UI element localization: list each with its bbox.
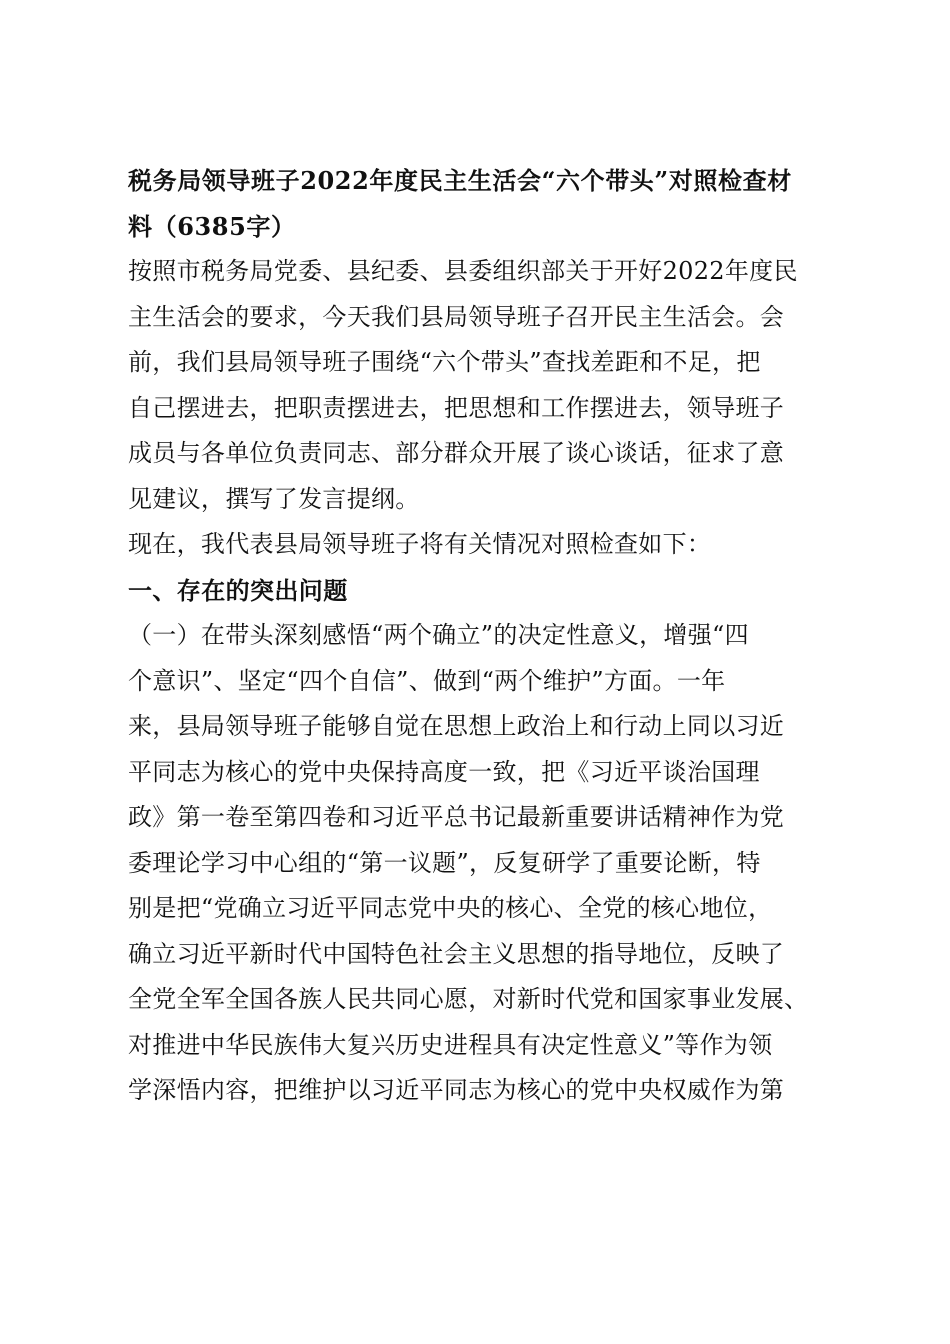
paragraph-line: 现在，我代表县局领导班子将有关情况对照检查如下： bbox=[128, 530, 712, 558]
paragraph-line: 别是把“党确立习近平同志党中央的核心、全党的核心地位， bbox=[128, 894, 773, 922]
section-heading bbox=[128, 568, 828, 614]
paragraph-line: 政》第一卷至第四卷和习近平总书记最新重要讲话精神作为党 bbox=[128, 803, 785, 831]
paragraph-line: 平同志为核心的党中央保持高度一致，把《习近平谈治国理 bbox=[128, 757, 760, 786]
title-line: 税务局领导班子2022年度民主生活会“六个带头”对照检查材 bbox=[128, 166, 792, 195]
document-body bbox=[128, 158, 828, 1114]
paragraph-line: 全党全军全国各族人民共同心愿，对新时代党和国家事业发展、 bbox=[128, 985, 809, 1013]
paragraph-line: 委理论学习中心组的“第一议题”，反复研学了重要论断，特 bbox=[128, 848, 761, 877]
paragraph-line: 来，县局领导班子能够自觉在思想上政治上和行动上同以习近 bbox=[128, 712, 785, 740]
paragraph-line: 学深悟内容，把维护以习近平同志为核心的党中央权威作为第 bbox=[128, 1076, 785, 1104]
paragraph-line: 见建议，撰写了发言提纲。 bbox=[128, 484, 420, 513]
paragraph-line: 按照市税务局党委、县纪委、县委组织部关于开好2022年度民 bbox=[128, 257, 798, 285]
lead-paragraph bbox=[128, 522, 828, 568]
paragraph-line: 对推进中华民族伟大复兴历史进程具有决定性意义”等作为领 bbox=[128, 1030, 773, 1059]
paragraph-line: 确立习近平新时代中国特色社会主义思想的指导地位，反映了 bbox=[128, 939, 785, 968]
paragraph-line: 自己摆进去，把职责摆进去，把思想和工作摆进去，领导班子 bbox=[128, 393, 785, 422]
heading-line: 一、存在的突出问题 bbox=[128, 575, 348, 605]
section-paragraph bbox=[128, 613, 828, 1114]
paragraph-line: 前，我们县局领导班子围绕“六个带头”查找差距和不足，把 bbox=[128, 348, 761, 376]
title-line: 料（6385字） bbox=[128, 211, 296, 241]
paragraph-line: 成员与各单位负责同志、部分群众开展了谈心谈话，征求了意 bbox=[128, 439, 785, 467]
intro-paragraph bbox=[128, 249, 828, 522]
paragraph-line: （一）在带头深刻感悟“两个确立”的决定性意义，增强“四 bbox=[128, 621, 749, 649]
paragraph-line: 主生活会的要求，今天我们县局领导班子召开民主生活会。会 bbox=[128, 302, 785, 331]
document-title bbox=[128, 158, 828, 249]
paragraph-line: 个意识”、坚定“四个自信”、做到“两个维护”方面。一年 bbox=[128, 666, 726, 695]
